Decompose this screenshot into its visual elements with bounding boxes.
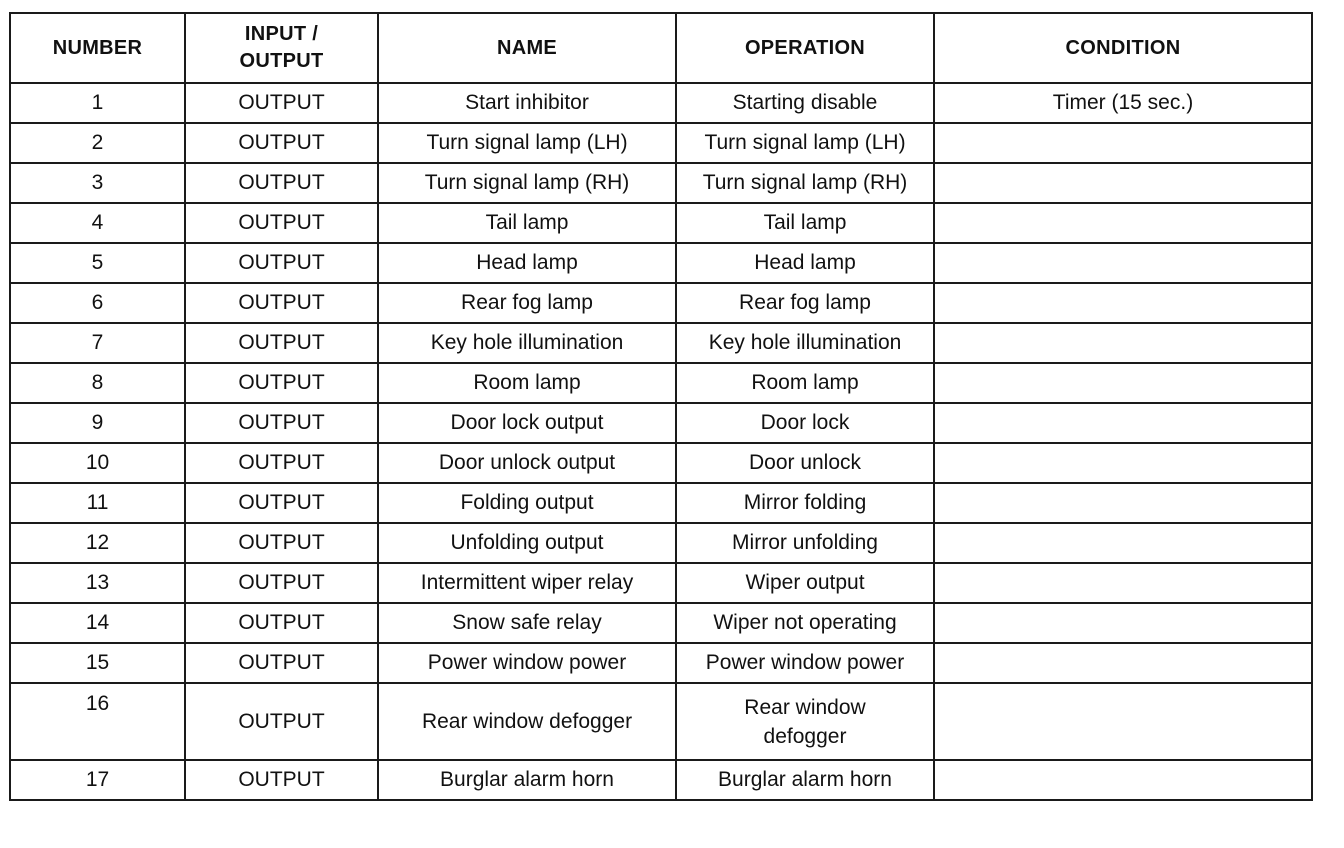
table-row — [10, 483, 1312, 523]
table-row — [10, 283, 1312, 323]
header-condition: CONDITION — [934, 13, 1312, 83]
cell-condition — [934, 283, 1312, 323]
cell-number: 6 — [10, 283, 185, 323]
cell-input-output: OUTPUT — [185, 603, 378, 643]
cell-operation: Wiper not operating — [676, 603, 934, 643]
cell-name: Folding output — [378, 483, 676, 523]
cell-condition — [934, 563, 1312, 603]
table-row — [10, 403, 1312, 443]
cell-name: Door lock output — [378, 403, 676, 443]
cell-operation: Room lamp — [676, 363, 934, 403]
cell-input-output: OUTPUT — [185, 563, 378, 603]
cell-name: Snow safe relay — [378, 603, 676, 643]
cell-number: 7 — [10, 323, 185, 363]
cell-input-output: OUTPUT — [185, 163, 378, 203]
cell-number: 10 — [10, 443, 185, 483]
cell-number: 2 — [10, 123, 185, 163]
cell-operation: Burglar alarm horn — [676, 760, 934, 800]
cell-input-output: OUTPUT — [185, 643, 378, 683]
table-row — [10, 363, 1312, 403]
cell-operation: Rear fog lamp — [676, 283, 934, 323]
cell-input-output: OUTPUT — [185, 83, 378, 123]
cell-number: 3 — [10, 163, 185, 203]
cell-number: 4 — [10, 203, 185, 243]
cell-number: 8 — [10, 363, 185, 403]
cell-name: Tail lamp — [378, 203, 676, 243]
cell-operation: Power window power — [676, 643, 934, 683]
cell-name: Head lamp — [378, 243, 676, 283]
cell-name: Room lamp — [378, 363, 676, 403]
table-row — [10, 683, 1312, 760]
cell-input-output: OUTPUT — [185, 483, 378, 523]
spec-sheet — [9, 12, 1311, 801]
cell-input-output: OUTPUT — [185, 323, 378, 363]
table-row — [10, 83, 1312, 123]
cell-operation: Door lock — [676, 403, 934, 443]
cell-operation: Turn signal lamp (LH) — [676, 123, 934, 163]
cell-condition — [934, 203, 1312, 243]
cell-condition — [934, 683, 1312, 760]
cell-name: Start inhibitor — [378, 83, 676, 123]
cell-condition — [934, 443, 1312, 483]
cell-name: Power window power — [378, 643, 676, 683]
cell-input-output: OUTPUT — [185, 523, 378, 563]
cell-name: Unfolding output — [378, 523, 676, 563]
cell-condition — [934, 643, 1312, 683]
cell-input-output: OUTPUT — [185, 123, 378, 163]
cell-number: 14 — [10, 603, 185, 643]
cell-input-output: OUTPUT — [185, 283, 378, 323]
cell-condition — [934, 323, 1312, 363]
cell-number: 17 — [10, 760, 185, 800]
cell-condition — [934, 363, 1312, 403]
table-row — [10, 163, 1312, 203]
cell-name: Burglar alarm horn — [378, 760, 676, 800]
cell-operation: Mirror folding — [676, 483, 934, 523]
cell-condition — [934, 243, 1312, 283]
cell-condition — [934, 123, 1312, 163]
cell-input-output: OUTPUT — [185, 683, 378, 760]
table-row — [10, 603, 1312, 643]
cell-input-output: OUTPUT — [185, 403, 378, 443]
cell-input-output: OUTPUT — [185, 760, 378, 800]
cell-name: Door unlock output — [378, 443, 676, 483]
cell-condition — [934, 603, 1312, 643]
cell-input-output: OUTPUT — [185, 203, 378, 243]
cell-operation: Wiper output — [676, 563, 934, 603]
table-row — [10, 323, 1312, 363]
cell-input-output: OUTPUT — [185, 243, 378, 283]
table-row — [10, 123, 1312, 163]
cell-operation: Turn signal lamp (RH) — [676, 163, 934, 203]
cell-name: Turn signal lamp (LH) — [378, 123, 676, 163]
cell-operation: Tail lamp — [676, 203, 934, 243]
header-number: NUMBER — [10, 13, 185, 83]
cell-operation: Rear window defogger — [676, 683, 934, 760]
table-row — [10, 243, 1312, 283]
header-input-output-label: INPUT / OUTPUT — [239, 23, 324, 72]
cell-number: 1 — [10, 83, 185, 123]
cell-name: Turn signal lamp (RH) — [378, 163, 676, 203]
output-specification-table — [9, 12, 1313, 801]
cell-condition: Timer (15 sec.) — [934, 83, 1312, 123]
table-body — [10, 83, 1312, 800]
cell-operation: Head lamp — [676, 243, 934, 283]
cell-input-output: OUTPUT — [185, 363, 378, 403]
header-name: NAME — [378, 13, 676, 83]
cell-name: Key hole illumination — [378, 323, 676, 363]
cell-name: Rear fog lamp — [378, 283, 676, 323]
cell-condition — [934, 403, 1312, 443]
cell-name: Intermittent wiper relay — [378, 563, 676, 603]
table-row — [10, 523, 1312, 563]
cell-number: 11 — [10, 483, 185, 523]
header-input-output — [185, 13, 378, 83]
cell-condition — [934, 760, 1312, 800]
cell-operation: Mirror unfolding — [676, 523, 934, 563]
table-row — [10, 443, 1312, 483]
table-row — [10, 203, 1312, 243]
cell-condition — [934, 163, 1312, 203]
cell-number: 12 — [10, 523, 185, 563]
cell-number: 15 — [10, 643, 185, 683]
cell-number: 9 — [10, 403, 185, 443]
table-header-row — [10, 13, 1312, 83]
cell-operation: Key hole illumination — [676, 323, 934, 363]
cell-condition — [934, 483, 1312, 523]
table-row — [10, 643, 1312, 683]
header-operation: OPERATION — [676, 13, 934, 83]
table-row — [10, 760, 1312, 800]
cell-number: 13 — [10, 563, 185, 603]
cell-input-output: OUTPUT — [185, 443, 378, 483]
cell-name: Rear window defogger — [378, 683, 676, 760]
cell-condition — [934, 523, 1312, 563]
cell-operation: Door unlock — [676, 443, 934, 483]
table-row — [10, 563, 1312, 603]
cell-operation: Starting disable — [676, 83, 934, 123]
cell-number: 5 — [10, 243, 185, 283]
cell-number: 16 — [10, 683, 185, 760]
